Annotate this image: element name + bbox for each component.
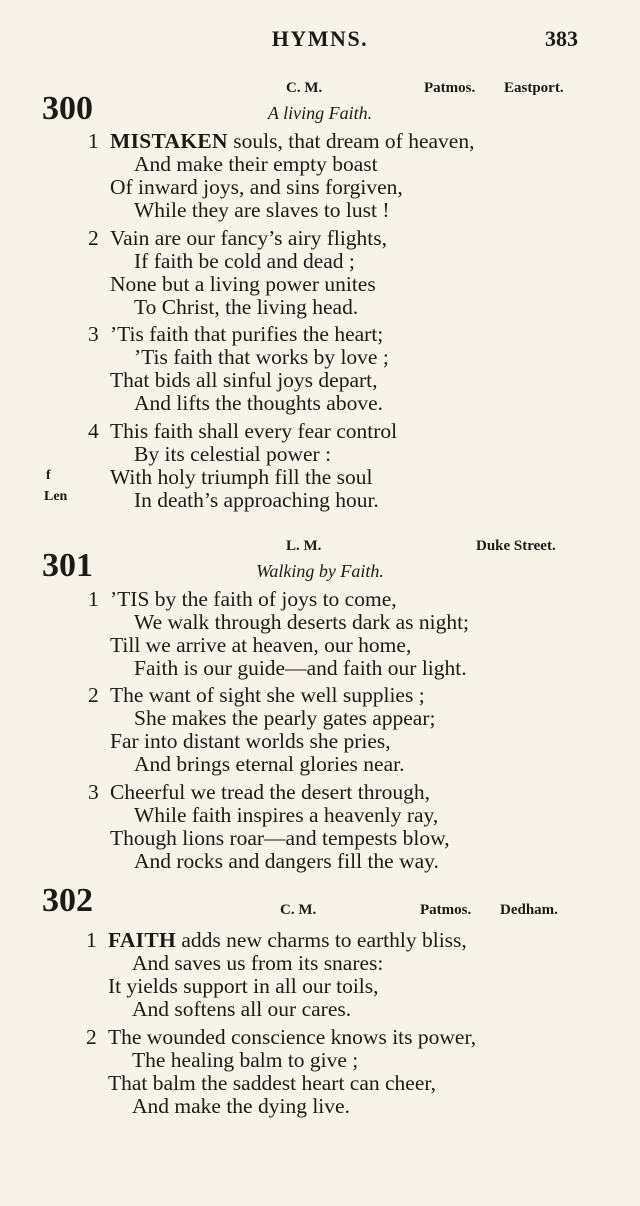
verse-line: By its celestial power : <box>134 442 332 466</box>
verse-line <box>86 1025 477 1049</box>
verse-text: adds new charms to earthly bliss, <box>176 928 467 952</box>
verse-text: Cheerful we tread the desert through, <box>110 780 430 804</box>
verse-line: In death’s approaching hour. <box>134 488 379 512</box>
verse-line: ’Tis faith that works by love ; <box>134 345 389 369</box>
verse-line: Though lions roar—and tempests blow, <box>110 826 450 850</box>
hymn-number: 302 <box>42 882 93 919</box>
tune-name: Patmos. <box>420 902 472 918</box>
verse-line: Far into distant worlds she pries, <box>110 729 391 753</box>
verse-line: To Christ, the living head. <box>134 295 359 319</box>
dynamic-mark: Len <box>44 489 68 504</box>
verse-text: Vain are our fancy’s airy flights, <box>110 226 388 250</box>
verse-line: And brings eternal glories near. <box>134 752 405 776</box>
dynamic-mark: f <box>46 468 51 483</box>
verse-line: That balm the saddest heart can cheer, <box>108 1071 437 1095</box>
stanza-initial-word: MISTAKEN <box>110 129 228 153</box>
tune-name: Patmos. <box>424 80 476 96</box>
stanza-number: 1 <box>88 587 99 611</box>
verse-line: None but a living power unites <box>110 272 376 296</box>
stanza-number: 2 <box>86 1025 97 1049</box>
stanza-number: 3 <box>88 780 99 804</box>
stanza-number: 3 <box>88 322 99 346</box>
page-number: 383 <box>545 26 578 51</box>
hymn-meter: L. M. <box>286 538 322 554</box>
verse-line: She makes the pearly gates appear; <box>134 706 436 730</box>
hymn-title: A living Faith. <box>267 103 373 123</box>
verse-line <box>88 780 430 804</box>
verse-text: The want of sight she well supplies ; <box>110 683 425 707</box>
verse-line: While faith inspires a heavenly ray, <box>134 803 439 827</box>
verse-line: Faith is our guide—and faith our light. <box>134 656 467 680</box>
verse-text: souls, that dream of heaven, <box>227 129 475 153</box>
verse-line: Of inward joys, and sins forgiven, <box>110 175 403 199</box>
verse-text: This faith shall every fear control <box>110 419 398 443</box>
verse-line <box>88 129 475 153</box>
hymn-title: Walking by Faith. <box>256 561 384 581</box>
verse-line: And lifts the thoughts above. <box>134 391 384 415</box>
stanza-number: 2 <box>88 683 99 707</box>
verse-line <box>88 322 384 346</box>
verse-text: ’TIS by the faith of joys to come, <box>110 587 397 611</box>
verse-line <box>88 226 388 250</box>
verse-line: And softens all our cares. <box>132 997 352 1021</box>
verse-line: And make their empty boast <box>134 152 378 176</box>
verse-line: And rocks and dangers fill the way. <box>134 849 439 873</box>
stanza-number: 1 <box>88 129 99 153</box>
verse-line: It yields support in all our toils, <box>108 974 379 998</box>
tune-name: Dedham. <box>500 902 558 918</box>
hymn-number: 301 <box>42 547 93 584</box>
hymn-meter: C. M. <box>280 902 317 918</box>
running-title: HYMNS. <box>271 26 369 51</box>
stanza-number: 2 <box>88 226 99 250</box>
stanza-initial-word: FAITH <box>108 928 176 952</box>
verse-line: Till we arrive at heaven, our home, <box>110 633 412 657</box>
verse-line: That bids all sinful joys depart, <box>110 368 378 392</box>
stanza-number: 1 <box>86 928 97 952</box>
tune-name: Eastport. <box>504 80 564 96</box>
verse-line: With holy triumph fill the soul <box>110 465 373 489</box>
stanza-number: 4 <box>88 419 99 443</box>
verse-line: And make the dying live. <box>132 1094 350 1118</box>
verse-line <box>88 419 398 443</box>
verse-line: And saves us from its snares: <box>132 951 384 975</box>
verse-line <box>86 928 467 952</box>
verse-text: ’Tis faith that purifies the heart; <box>110 322 384 346</box>
hymn-meter: C. M. <box>286 80 323 96</box>
hymn-number: 300 <box>42 90 93 127</box>
verse-line: While they are slaves to lust ! <box>134 198 390 222</box>
verse-line: We walk through deserts dark as night; <box>134 610 470 634</box>
tune-name: Duke Street. <box>476 538 556 554</box>
verse-text: The wounded conscience knows its power, <box>108 1025 477 1049</box>
verse-line <box>88 683 425 707</box>
verse-line: If faith be cold and dead ; <box>134 249 355 273</box>
verse-line <box>88 587 397 611</box>
verse-line: The healing balm to give ; <box>132 1048 359 1072</box>
